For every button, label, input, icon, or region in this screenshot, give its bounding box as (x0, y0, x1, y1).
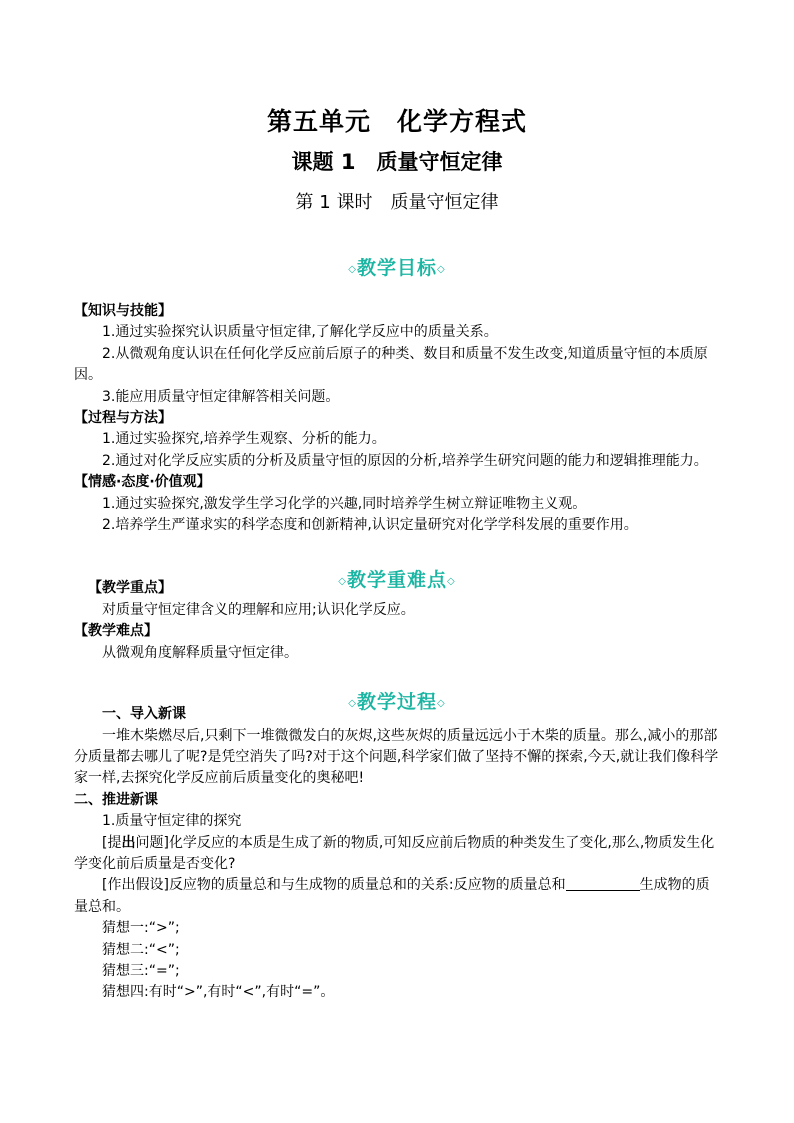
section-heading-label: 教学目标 (356, 257, 437, 279)
goal-text: 3.能应用质量守恒定律解答相关问题。 (102, 388, 340, 405)
guess-item: 猜想二:“<”; (102, 941, 180, 958)
process-method-heading: 【过程与方法】 (74, 410, 172, 427)
question-tag: 问题] (135, 834, 169, 851)
intro-text: 一堆木柴燃尽后,只剩下一堆微微发白的灰烬,这些灰烬的质量远远小于木柴的质量。那么,减小的那部分质量都去哪儿了呢?是凭空消失了吗?对于这个问题,科学家们做了坚持不懈的探索,今天,就让我们像科学家一样,去探究化学反应前后质量变化的奥秘吧! (74, 727, 719, 787)
intro-heading: 一、导入新课 (102, 706, 186, 723)
hypothesis-tag: [作出假设] (102, 877, 169, 894)
goal-text: 1.通过实验探究认识质量守恒定律,了解化学反应中的质量关系。 (102, 324, 498, 341)
difficulty-text: 从微观角度解释质量守恒定律。 (102, 644, 298, 661)
advance-heading: 二、推进新课 (74, 791, 158, 808)
diamond-icon: ◇ (348, 698, 357, 709)
hypothesis-text: 反应物的质量总和与生成物的质量总和的关系:反应物的质量总和 (168, 877, 566, 894)
guess-item: 猜想三:“=”; (102, 962, 180, 979)
goal-text: 1.通过实验探究,培养学生观察、分析的能力。 (102, 431, 386, 448)
focus-heading: 【教学重点】 (88, 580, 172, 597)
guess-item: 猜想四:有时“>”,有时“<”,有时“=”。 (102, 984, 335, 1001)
guess-item: 猜想一:“>”; (102, 920, 180, 937)
document-body (74, 301, 720, 1004)
unit-title: 第五单元 化学方程式 (266, 107, 527, 136)
focus-text: 对质量守恒定律含义的理解和应用;认识化学反应。 (102, 601, 415, 618)
goal-text: 2.从微观角度认识在任何化学反应前后原子的种类、数目和质量不发生改变,知道质量守恒的本质原因。 (74, 345, 708, 384)
advance-subheading: 1.质量守恒定律的探究 (102, 813, 242, 830)
hypothesis-text: 生成物的质量总和。 (74, 877, 710, 915)
goal-text: 2.通过对化学反应实质的分析及质量守恒的原因的分析,培养学生研究问题的能力和逻辑推理能力。 (102, 452, 708, 469)
section-heading-label: 教学过程 (356, 691, 437, 713)
knowledge-heading: 【知识与技能】 (74, 303, 172, 319)
question-text: 化学反应的本质是生成了新的物质,可知反应前后物质的种类发生了变化,那么,物质发生化学变化前后质量是否变化? (74, 834, 715, 872)
diamond-icon: ◇ (348, 264, 357, 275)
section-heading-goals (0, 253, 794, 280)
goal-text: 2.培养学生严谨求实的科学态度和创新精神,认识定量研究对化学学科发展的重要作用。 (102, 517, 638, 534)
fill-in-blank[interactable] (566, 876, 640, 891)
diamond-icon: ◇ (437, 698, 446, 709)
difficulty-heading: 【教学难点】 (74, 623, 158, 640)
period-title: 第 1 课时 质量守恒定律 (295, 192, 499, 213)
diamond-icon: ◇ (447, 576, 456, 587)
goal-text: 1.通过实验探究,激发学生学习化学的兴趣,同时培养学生树立辩证唯物主义观。 (102, 495, 587, 512)
section-spacer (74, 536, 720, 578)
section-heading-label: 教学重难点 (346, 569, 447, 591)
lesson-title: 课题 1 质量守恒定律 (291, 150, 503, 174)
diamond-icon: ◇ (338, 576, 347, 587)
question-tag: [提 (102, 834, 122, 851)
hypothesis-paragraph (74, 875, 720, 918)
emotion-heading: 【情感·态度·价值观】 (74, 474, 211, 491)
question-paragraph (74, 833, 720, 876)
question-tag-bold: 出 (121, 834, 136, 851)
diamond-icon: ◇ (437, 264, 446, 275)
section-spacer (74, 664, 720, 704)
